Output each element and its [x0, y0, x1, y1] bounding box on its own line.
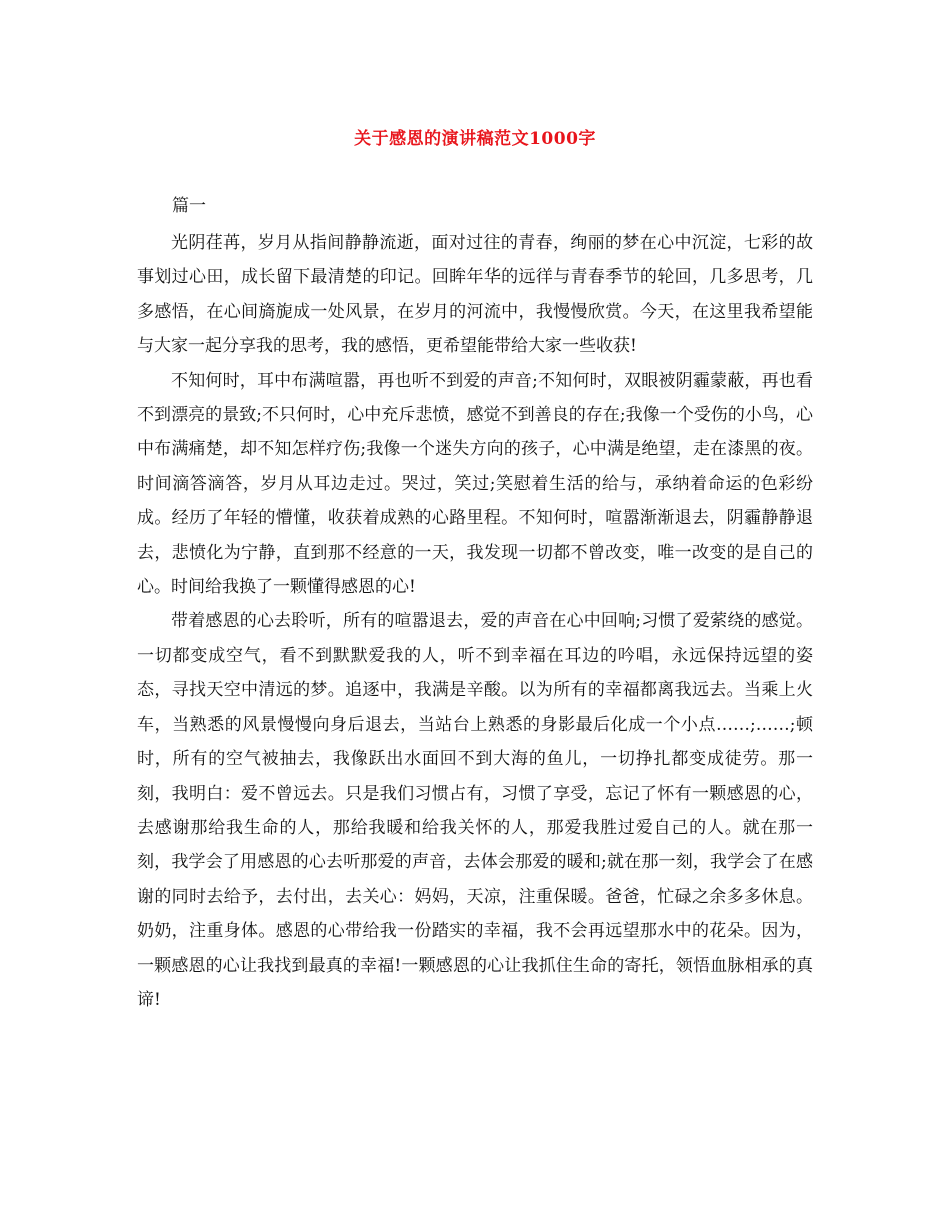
document-title: 关于感恩的演讲稿范文1000字 — [354, 129, 596, 149]
paragraph-3: 带着感恩的心去聆听，所有的喧嚣退去，爱的声音在心中回响;习惯了爱萦绕的感觉。一切都变成空气，看不到默默爱我的人，听不到幸福在耳边的吟唱，永远保持远望的姿态，寻找天空中清远的梦。追逐中，我满是辛酸。以为所有的幸福都离我远去。当乘上火车，当熟悉的风景慢慢向身后退去，当站台上熟悉的身影最后化成一个小点……;……;顿时，所有的空气被抽去，我像跃出水面回不到大海的鱼儿，一切挣扎都变成徒劳。那一刻，我明白：爱不曾远去。只是我们习惯占有，习惯了享受，忘记了怀有一颗感恩的心，去感谢那给我生命的人，那给我暖和给我关怀的人，那爱我胜过爱自己的人。就在那一刻，我学会了用感恩的心去听那爱的声音，去体会那爱的暖和;就在那一刻，我学会了在感谢的同时去给予，去付出，去关心：妈妈，天凉，注重保暖。爸爸，忙碌之余多多休息。奶奶，注重身体。感恩的心带给我一份踏实的幸福，我不会再远望那水中的花朵。因为，一颗感恩的心让我找到最真的幸福!一颗感恩的心让我抓住生命的寄托，领悟血脉相承的真谛! — [137, 611, 813, 1010]
paragraph-2: 不知何时，耳中布满喧嚣，再也听不到爱的声音;不知何时，双眼被阴霾蒙蔽，再也看不到漂亮的景致;不只何时，心中充斥悲愤，感觉不到善良的存在;我像一个受伤的小鸟，心中布满痛楚，却不知怎样疗伤;我像一个迷失方向的孩子，心中满是绝望，走在漆黑的夜。时间滴答滴答，岁月从耳边走过。哭过，笑过;笑慰着生活的给与，承纳着命运的色彩纷成。经历了年轻的懵懂，收获着成熟的心路里程。不知何时，喧嚣渐渐退去，阴霾静静退去，悲愤化为宁静，直到那不经意的一天，我发现一切都不曾改变，唯一改变的是自己的心。时间给我换了一颗懂得感恩的心! — [137, 370, 813, 598]
document-body — [137, 226, 813, 1017]
section-label: 篇一 — [172, 196, 206, 216]
paragraph-1: 光阴荏苒，岁月从指间静静流逝，面对过往的青春，绚丽的梦在心中沉淀，七彩的故事划过心田，成长留下最清楚的印记。回眸年华的远徉与青春季节的轮回，几多思考，几多感悟，在心间旖旎成一处风景，在岁月的河流中，我慢慢欣赏。今天，在这里我希望能与大家一起分享我的思考，我的感悟，更希望能带给大家一些收获! — [137, 233, 813, 357]
